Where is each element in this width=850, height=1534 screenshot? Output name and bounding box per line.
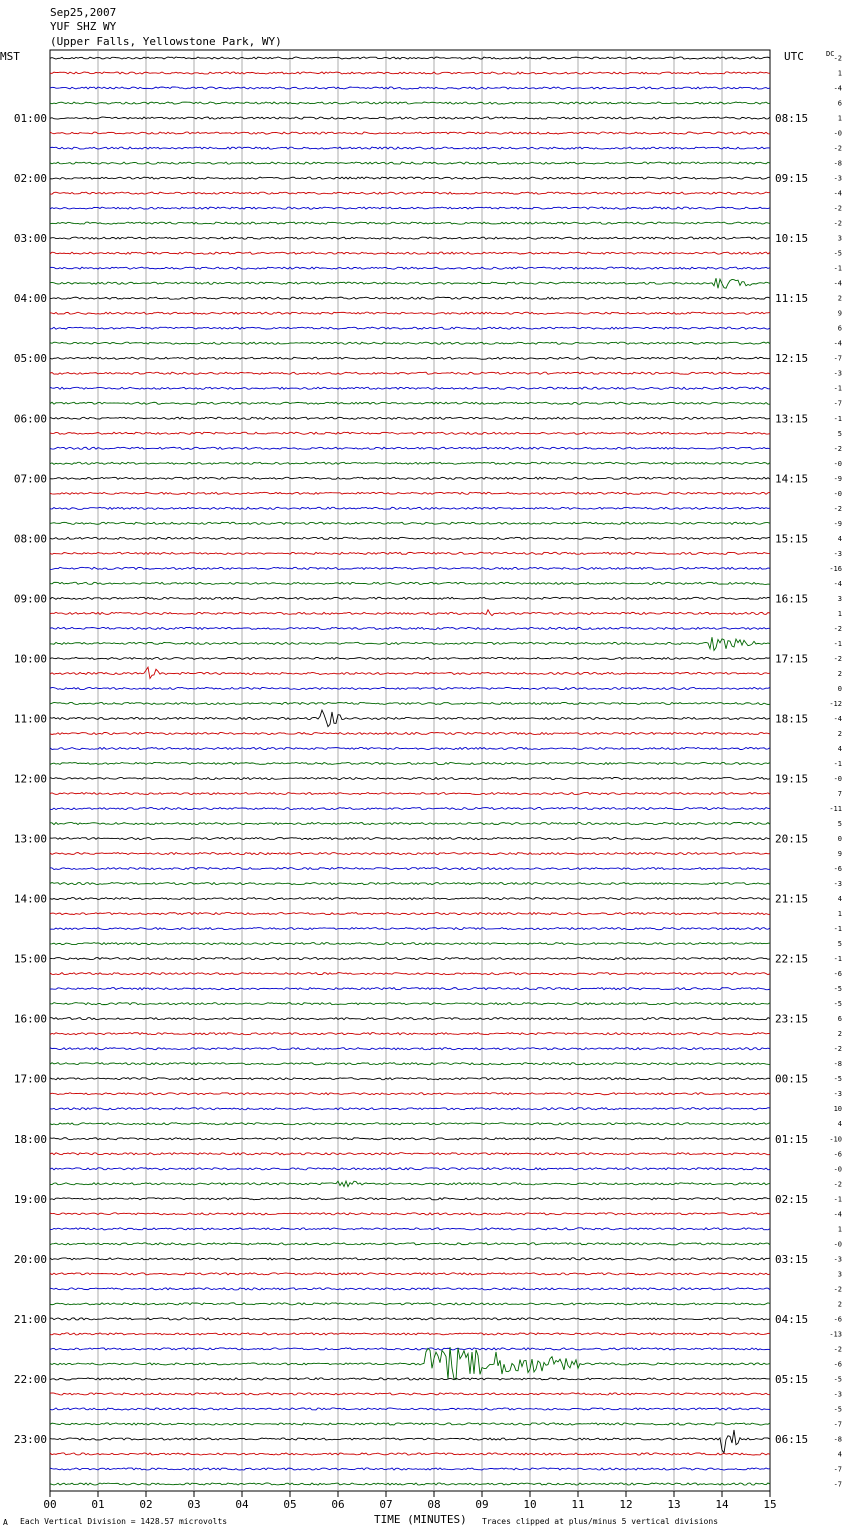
left-hour-label: 13:00	[13, 832, 47, 846]
dc-offset-label: 4	[837, 895, 842, 904]
x-tick-label: 06	[331, 1498, 345, 1511]
dc-offset-label: -13	[829, 1330, 842, 1339]
right-hour-label: 06:15	[775, 1432, 809, 1446]
left-hour-label: 19:00	[13, 1192, 47, 1206]
header-location: (Upper Falls, Yellowstone Park, WY)	[50, 35, 282, 48]
dc-offset-label: -0	[833, 1240, 842, 1249]
right-hour-label: 09:15	[775, 172, 809, 186]
left-hour-label: 08:00	[13, 532, 47, 546]
trace-row	[50, 567, 770, 569]
dc-offset-label: 6	[837, 324, 842, 333]
dc-offset-label: -1	[833, 639, 842, 648]
x-tick-label: 14	[715, 1498, 729, 1511]
dc-offset-label: 4	[837, 1120, 842, 1129]
trace-row	[50, 1318, 770, 1320]
trace-row	[50, 762, 770, 764]
right-timezone-label: UTC	[784, 50, 804, 63]
trace-row	[50, 777, 770, 779]
dc-offset-label: -6	[833, 1150, 842, 1159]
trace-row	[50, 1378, 770, 1380]
x-tick-label: 09	[475, 1498, 489, 1511]
dc-offset-label: -5	[833, 1375, 842, 1384]
trace-row	[50, 252, 770, 254]
trace-row	[50, 207, 770, 209]
dc-offset-label: -11	[829, 805, 842, 814]
dc-offset-label: 3	[837, 234, 842, 243]
right-hour-label: 14:15	[775, 472, 809, 486]
x-tick-label: 02	[139, 1498, 153, 1511]
trace-row	[50, 1430, 770, 1453]
trace-row	[50, 943, 770, 945]
dc-offset-label: -1	[833, 1195, 842, 1204]
trace-row	[50, 417, 770, 419]
dc-offset-label: -9	[833, 519, 842, 528]
dc-offset-label: -0	[833, 775, 842, 783]
right-hour-label: 20:15	[775, 832, 809, 846]
dc-offset-label: -8	[833, 159, 842, 168]
dc-offset-label: 4	[837, 1450, 842, 1459]
trace-row	[50, 657, 770, 659]
dc-offset-label: -2	[833, 219, 842, 228]
trace-row	[50, 72, 770, 74]
dc-offset-label: -16	[829, 564, 842, 573]
trace-row	[50, 1198, 770, 1200]
right-hour-label: 19:15	[775, 772, 809, 786]
dc-offset-label: -2	[833, 444, 842, 453]
right-hour-label: 11:15	[775, 292, 809, 306]
trace-row	[50, 1153, 770, 1155]
trace-row	[50, 610, 770, 616]
dc-offset-label: -12	[829, 699, 842, 708]
x-axis-title: TIME (MINUTES)	[374, 1513, 467, 1526]
left-hour-label: 21:00	[13, 1312, 47, 1326]
trace-row	[50, 1078, 770, 1080]
dc-offset-label: -5	[833, 985, 842, 994]
dc-offset-label: -1	[833, 759, 842, 768]
dc-offset-label: 2	[837, 294, 842, 303]
right-hour-label: 05:15	[775, 1372, 809, 1386]
trace-row	[50, 1213, 770, 1215]
trace-row	[50, 837, 770, 839]
dc-offset-label: -2	[833, 624, 842, 633]
x-tick-label: 15	[763, 1498, 777, 1511]
trace-row	[50, 1033, 770, 1035]
dc-offset-label: 2	[837, 1300, 842, 1309]
trace-row	[50, 327, 770, 329]
trace-row	[50, 958, 770, 960]
right-hour-label: 10:15	[775, 232, 809, 246]
right-hour-label: 03:15	[775, 1252, 809, 1266]
dc-offset-label: 6	[837, 99, 842, 108]
trace-row	[50, 342, 770, 344]
right-hour-label: 08:15	[775, 112, 809, 126]
left-hour-label: 23:00	[13, 1432, 47, 1446]
left-hour-label: 15:00	[13, 952, 47, 966]
x-tick-label: 04	[235, 1498, 249, 1511]
dc-offset-label: -9	[833, 474, 842, 483]
dc-offset-label: -5	[833, 1075, 842, 1084]
left-hour-label: 14:00	[13, 892, 47, 906]
dc-offset-label: 2	[837, 669, 842, 678]
x-tick-label: 03	[187, 1498, 201, 1511]
dc-offset-label: -2	[833, 144, 842, 153]
right-hour-label: 02:15	[775, 1192, 809, 1206]
dc-offset-label: -2	[833, 1285, 842, 1294]
dc-offset-label: -5	[833, 249, 842, 258]
trace-row	[50, 278, 770, 288]
dc-offset-label: 2	[837, 1030, 842, 1039]
trace-row	[50, 1168, 770, 1170]
dc-offset-label: -6	[833, 1315, 842, 1324]
dc-offset-label: -2	[833, 1180, 842, 1189]
trace-row	[50, 732, 770, 734]
x-tick-label: 08	[427, 1498, 441, 1511]
dc-offset-label: 9	[837, 309, 842, 318]
trace-row	[50, 853, 770, 855]
left-hour-label: 22:00	[13, 1372, 47, 1386]
trace-row	[50, 913, 770, 915]
dc-offset-label: 5	[837, 820, 842, 829]
dc-offset-label: 1	[837, 114, 842, 123]
left-hour-label: 17:00	[13, 1072, 47, 1086]
trace-row	[50, 928, 770, 930]
trace-row	[50, 492, 770, 494]
right-hour-label: 17:15	[775, 652, 809, 666]
trace-row	[50, 372, 770, 374]
trace-row	[50, 1408, 770, 1410]
right-hour-label: 04:15	[775, 1312, 809, 1326]
x-tick-label: 07	[379, 1498, 393, 1511]
dc-offset-label: -3	[833, 1390, 842, 1399]
trace-row	[50, 102, 770, 104]
trace-row	[50, 117, 770, 119]
dc-offset-label: -4	[833, 189, 842, 198]
right-hour-label: 12:15	[775, 352, 809, 366]
x-tick-label: 01	[91, 1498, 105, 1511]
dc-offset-label: 1	[837, 69, 842, 78]
trace-row	[50, 1018, 770, 1020]
left-hour-label: 07:00	[13, 472, 47, 486]
trace-row	[50, 507, 770, 509]
left-hour-label: 03:00	[13, 232, 47, 246]
left-hour-label: 18:00	[13, 1132, 47, 1146]
dc-offset-label: -0	[833, 129, 842, 138]
dc-offset-label: -7	[833, 1480, 842, 1489]
x-tick-label: 12	[619, 1498, 633, 1511]
dc-offset-label: -7	[833, 1465, 842, 1474]
dc-offset-label: -3	[833, 1090, 842, 1099]
dc-offset-label: -4	[833, 579, 842, 588]
dc-offset-label: 5	[837, 429, 842, 438]
trace-row	[50, 1228, 770, 1230]
dc-offset-label: 7	[837, 790, 842, 799]
dc-offset-label: 1	[837, 910, 842, 919]
trace-row	[50, 87, 770, 89]
dc-offset-label: -6	[833, 865, 842, 874]
trace-row	[50, 522, 770, 524]
trace-row	[50, 1243, 770, 1245]
trace-row	[50, 192, 770, 194]
dc-offset-label: 6	[837, 1015, 842, 1024]
dc-offset-label: -7	[833, 1420, 842, 1429]
trace-row	[50, 1288, 770, 1290]
header-date: Sep25,2007	[50, 6, 117, 19]
trace-row	[50, 462, 770, 464]
right-hour-label: 23:15	[775, 1012, 809, 1026]
trace-row	[50, 477, 770, 479]
right-hour-label: 15:15	[775, 532, 809, 546]
left-hour-label: 10:00	[13, 652, 47, 666]
trace-row	[50, 237, 770, 239]
trace-row	[50, 1063, 770, 1065]
dc-offset-label: -0	[833, 459, 842, 468]
trace-row	[50, 162, 770, 164]
dc-offset-label: -4	[833, 1210, 842, 1219]
dc-offset-label: -1	[833, 955, 842, 964]
dc-offset-label: -8	[833, 1435, 842, 1444]
trace-row	[50, 402, 770, 404]
trace-row	[50, 1123, 770, 1125]
trace-row	[50, 1423, 770, 1425]
dc-offset-label: 1	[837, 1225, 842, 1234]
dc-offset-label: 2	[837, 729, 842, 738]
trace-row	[50, 1138, 770, 1140]
dc-offset-label: 1	[837, 609, 842, 618]
trace-row	[50, 1181, 770, 1187]
dc-offset-label: -2	[833, 504, 842, 513]
trace-row	[50, 868, 770, 870]
trace-row	[50, 267, 770, 269]
trace-row	[50, 357, 770, 359]
dc-offset-label: 10	[833, 1105, 842, 1114]
dc-offset-label: -7	[833, 354, 842, 363]
dc-offset-label: -5	[833, 1000, 842, 1009]
right-hour-label: 13:15	[775, 412, 809, 426]
trace-row	[50, 627, 770, 629]
x-tick-label: 10	[523, 1498, 537, 1511]
trace-row	[50, 1468, 770, 1470]
dc-offset-label: -0	[833, 1165, 842, 1174]
dc-offset-label: 4	[837, 534, 842, 543]
trace-row	[50, 1393, 770, 1395]
x-tick-label: 05	[283, 1498, 297, 1511]
dc-offset-label: -2	[833, 1345, 842, 1354]
dc-offset-label: -2	[833, 1045, 842, 1054]
trace-row	[50, 1347, 770, 1380]
trace-row	[50, 582, 770, 584]
trace-row	[50, 132, 770, 134]
trace-row	[50, 702, 770, 704]
trace-row	[50, 312, 770, 314]
left-hour-label: 11:00	[13, 712, 47, 726]
dc-offset-label: -6	[833, 1360, 842, 1369]
left-hour-label: 16:00	[13, 1012, 47, 1026]
left-hour-label: 12:00	[13, 772, 47, 786]
dc-offset-label: -3	[833, 369, 842, 378]
trace-row	[50, 1093, 770, 1095]
dc-offset-label: -1	[833, 414, 842, 423]
dc-offset-label: 4	[837, 744, 842, 753]
left-hour-label: 01:00	[13, 112, 47, 126]
dc-offset-label: -4	[833, 84, 842, 93]
dc-offset-label: -6	[833, 970, 842, 979]
clip-note: Traces clipped at plus/minus 5 vertical divisions	[482, 1517, 719, 1526]
trace-row	[50, 637, 770, 650]
dc-offset-label: -2	[833, 204, 842, 213]
trace-row	[50, 1453, 770, 1455]
dc-offset-label: -10	[829, 1135, 842, 1144]
trace-row	[50, 1003, 770, 1005]
x-tick-label: 13	[667, 1498, 681, 1511]
trace-row	[50, 973, 770, 975]
trace-row	[50, 822, 770, 824]
right-hour-label: 21:15	[775, 892, 809, 906]
trace-row	[50, 898, 770, 900]
dc-offset-label: 0	[837, 684, 842, 693]
trace-row	[50, 447, 770, 449]
trace-row	[50, 1303, 770, 1305]
dc-offset-label: 3	[837, 594, 842, 603]
trace-row	[50, 1048, 770, 1050]
dc-offset-label: -1	[833, 925, 842, 934]
dc-offset-label: -7	[833, 399, 842, 408]
trace-row	[50, 1333, 770, 1335]
trace-row	[50, 297, 770, 299]
dc-offset-label: -8	[833, 1060, 842, 1069]
left-timezone-label: MST	[0, 50, 20, 63]
trace-row	[50, 1258, 770, 1260]
dc-offset-label: -3	[833, 880, 842, 889]
trace-row	[50, 1108, 770, 1110]
dc-offset-label: -1	[833, 384, 842, 393]
trace-row	[50, 147, 770, 149]
trace-row	[50, 667, 770, 678]
x-tick-label: 11	[571, 1498, 585, 1511]
right-hour-label: 18:15	[775, 712, 809, 726]
dc-offset-label: -5	[833, 1405, 842, 1414]
trace-row	[50, 883, 770, 885]
trace-row	[50, 432, 770, 434]
trace-row	[50, 1348, 770, 1350]
left-hour-label: 06:00	[13, 412, 47, 426]
dc-offset-label: -0	[833, 489, 842, 498]
dc-offset-label: -2	[833, 654, 842, 663]
header-station: YUF SHZ WY	[50, 20, 117, 33]
left-hour-label: 02:00	[13, 172, 47, 186]
dc-offset-label: -3	[833, 174, 842, 183]
dc-offset-label: -1	[833, 264, 842, 273]
trace-row	[50, 1273, 770, 1275]
dc-offset-header: DC	[826, 50, 835, 58]
dc-offset-label: -3	[833, 1255, 842, 1264]
left-hour-label: 05:00	[13, 352, 47, 366]
right-hour-label: 00:15	[775, 1072, 809, 1086]
dc-offset-label: -4	[833, 279, 842, 288]
left-hour-label: 04:00	[13, 292, 47, 306]
trace-row	[50, 807, 770, 809]
trace-row	[50, 222, 770, 224]
trace-row	[50, 710, 770, 726]
trace-row	[50, 687, 770, 689]
dc-offset-label: 5	[837, 940, 842, 949]
trace-row	[50, 1483, 770, 1485]
left-hour-label: 09:00	[13, 592, 47, 606]
dc-offset-label: -4	[833, 714, 842, 723]
dc-offset-label: 3	[837, 1270, 842, 1279]
dc-offset-label: -4	[833, 339, 842, 348]
trace-row	[50, 177, 770, 179]
trace-row	[50, 552, 770, 554]
corner-mark: A	[3, 1518, 8, 1527]
trace-row	[50, 387, 770, 389]
trace-row	[50, 597, 770, 599]
x-tick-label: 00	[43, 1498, 57, 1511]
dc-offset-label: -3	[833, 549, 842, 558]
trace-row	[50, 537, 770, 539]
trace-row	[50, 57, 770, 59]
trace-row	[50, 792, 770, 794]
trace-row	[50, 747, 770, 749]
right-hour-label: 01:15	[775, 1132, 809, 1146]
dc-offset-label: -2	[833, 54, 842, 63]
dc-offset-label: 9	[837, 850, 842, 859]
right-hour-label: 16:15	[775, 592, 809, 606]
right-hour-label: 22:15	[775, 952, 809, 966]
scale-note: Each Vertical Division = 1428.57 microvolts	[20, 1517, 228, 1526]
dc-offset-label: 0	[837, 835, 842, 844]
trace-row	[50, 988, 770, 990]
left-hour-label: 20:00	[13, 1252, 47, 1266]
